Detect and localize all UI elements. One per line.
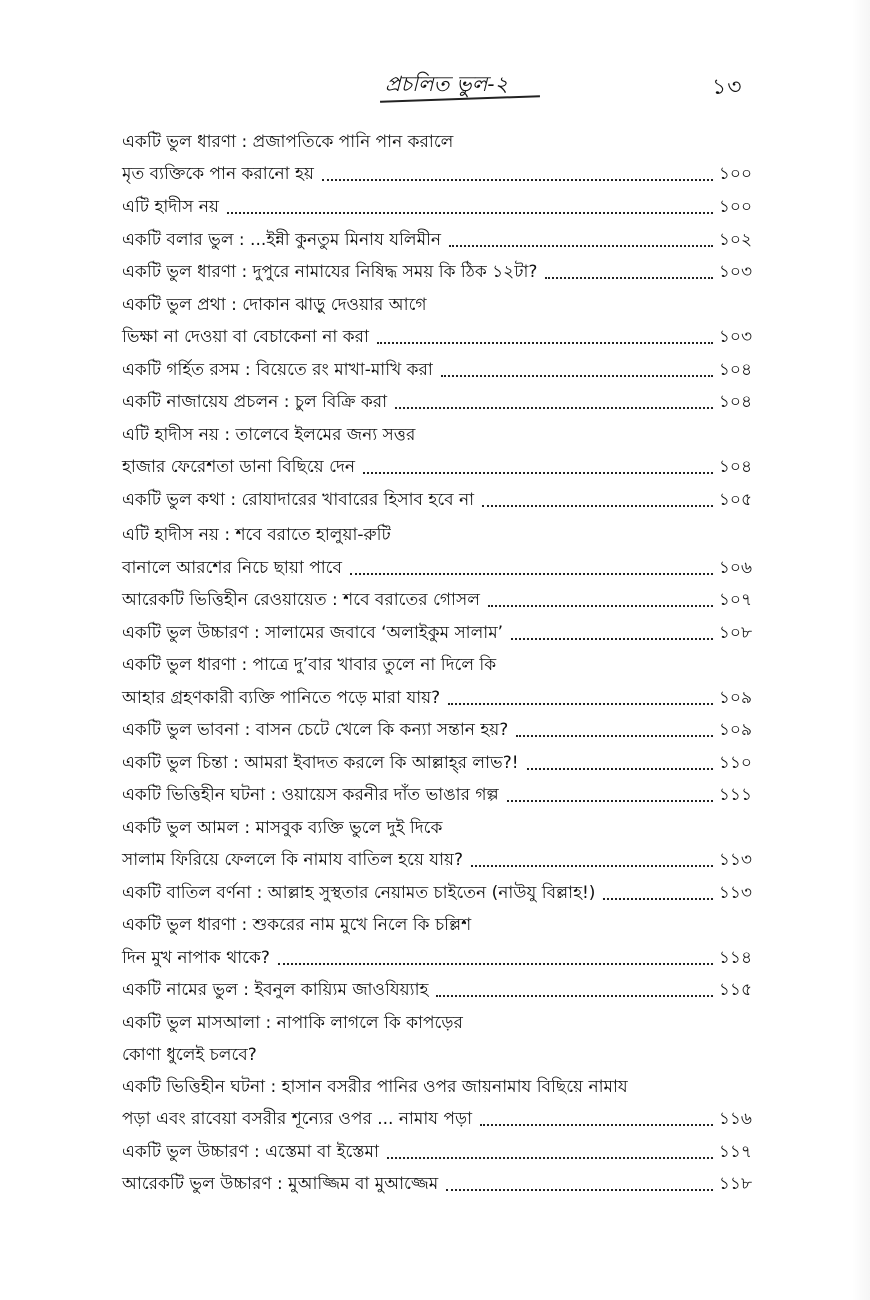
dot-leader xyxy=(527,767,713,770)
toc-entry-text: কোণা ধুলেই চলবে? xyxy=(122,1045,257,1065)
toc-entry xyxy=(122,123,752,153)
toc-entry xyxy=(122,614,752,644)
toc-entry-text: একটি ভিত্তিহীন ঘটনা : ওয়ায়েস করনীর দাঁত ভাঙার গল্প xyxy=(122,785,499,805)
dot-leader xyxy=(488,604,713,607)
toc-entry xyxy=(122,221,752,251)
page-edge-shadow xyxy=(852,0,870,1300)
toc-entry-text: এটি হাদীস নয় xyxy=(122,197,219,217)
toc-entry xyxy=(122,906,752,936)
toc-entry-text: একটি ভুল ভাবনা : বাসন চেটে খেলে কি কন্যা সন্তান হয়? xyxy=(122,720,509,740)
toc-entry xyxy=(122,939,752,969)
toc-entry-page: ১০০ xyxy=(718,164,752,184)
toc-entry-text: এটি হাদীস নয় : শবে বরাতে হালুয়া-রুটি xyxy=(122,525,391,545)
toc-entry-page: ১০৫ xyxy=(718,490,752,510)
toc-entry xyxy=(122,711,752,741)
toc-entry xyxy=(122,1133,752,1163)
dot-leader xyxy=(448,702,713,705)
dot-leader xyxy=(436,994,712,997)
toc-entry-page: ১১৮ xyxy=(718,1174,752,1194)
toc-entry-text: একটি বলার ভুল : ...ইন্নী কুনতুম মিনায যলিমীন xyxy=(122,230,442,250)
toc-entry xyxy=(122,809,752,839)
page-number: ১৩ xyxy=(712,75,743,100)
toc-entry-text: একটি ভুল ধারণা : শুকরের নাম মুখে নিলে কি চল্লিশ xyxy=(122,915,472,935)
toc-entry-page: ১০৯ xyxy=(718,720,752,740)
toc-entry xyxy=(122,549,752,579)
toc-entry-page: ১০৭ xyxy=(718,590,752,610)
toc-entry-text: একটি ভুল প্রথা : দোকান ঝাড়ু দেওয়ার আগে xyxy=(122,295,427,315)
toc-entry xyxy=(122,318,752,348)
toc-entry-page: ১০৪ xyxy=(718,457,752,477)
toc-entry-page: ১১৭ xyxy=(718,1142,752,1162)
dot-leader xyxy=(449,244,713,247)
dot-leader xyxy=(441,374,713,377)
toc-entry-text: সালাম ফিরিয়ে ফেললে কি নামায বাতিল হয়ে যায়? xyxy=(122,850,464,870)
toc-entry-text: ভিক্ষা না দেওয়া বা বেচাকেনা না করা xyxy=(122,327,369,347)
toc-entry xyxy=(122,155,752,185)
toc-entry xyxy=(122,744,752,774)
toc-entry-text: একটি বাতিল বর্ণনা : আল্লাহ সুস্থতার নেয়ামত চাইতেন (নাউযু বিল্লাহ!) xyxy=(122,883,596,903)
dot-leader xyxy=(377,341,713,344)
toc-entry-text: একটি নাজায়েয প্রচলন : চুল বিক্রি করা xyxy=(122,392,388,412)
toc-entry-text: একটি ভুল মাসআলা : নাপাকি লাগলে কি কাপড়ের xyxy=(122,1013,463,1033)
dot-leader xyxy=(350,572,713,575)
toc-entry-page: ১০০ xyxy=(718,197,752,217)
toc-entry-text: আরেকটি ভিত্তিহীন রেওয়ায়েত : শবে বরাতের গোসল xyxy=(122,590,480,610)
dot-leader xyxy=(603,897,712,900)
toc-entry-page: ১০৮ xyxy=(718,623,752,643)
toc-entry-page: ১০৩ xyxy=(718,327,752,347)
dot-leader xyxy=(278,962,713,965)
toc-entry-text: এটি হাদীস নয় : তালেবে ইলমের জন্য সত্তর xyxy=(122,425,416,445)
dot-leader xyxy=(322,178,713,181)
toc-entry xyxy=(122,188,752,218)
toc-entry-page: ১১৩ xyxy=(718,883,752,903)
toc-entry xyxy=(122,679,752,709)
toc-entry-text: একটি ভুল উচ্চারণ : সালামের জবাবে ‘অলাইকুম সালাম’ xyxy=(122,623,504,643)
toc-entry-text: একটি ভুল আমল : মাসবুক ব্যক্তি ভুলে দুই দিকে xyxy=(122,818,443,838)
toc-entry xyxy=(122,776,752,806)
toc-entry xyxy=(122,1068,752,1098)
dot-leader xyxy=(387,1156,713,1159)
dot-leader xyxy=(511,637,713,640)
dot-leader xyxy=(507,799,713,802)
dot-leader xyxy=(446,1188,713,1191)
toc-entry-page: ১১০ xyxy=(718,753,752,773)
toc-entry xyxy=(122,841,752,871)
toc-entry xyxy=(122,351,752,381)
toc-entry-text: একটি গর্হিত রসম : বিয়েতে রং মাখা-মাখি করা xyxy=(122,360,433,380)
toc-entry-text: আরেকটি ভুল উচ্চারণ : মুআজ্জিম বা মুআজ্জেম xyxy=(122,1174,439,1194)
toc-entry-text: মৃত ব্যক্তিকে পান করানো হয় xyxy=(122,164,314,184)
toc-entry xyxy=(122,1004,752,1034)
toc-entry-text: একটি নামের ভুল : ইবনুল কায়্যিম জাওযিয়্যাহ xyxy=(122,980,429,1000)
toc-entry-page: ১০৩ xyxy=(718,262,752,282)
toc-entry xyxy=(122,1165,752,1195)
dot-leader xyxy=(516,734,713,737)
toc-entry-text: আহার গ্রহণকারী ব্যক্তি পানিতে পড়ে মারা যায়? xyxy=(122,688,441,708)
toc-entry xyxy=(122,516,752,546)
dot-leader xyxy=(482,504,713,507)
toc-entry xyxy=(122,481,752,511)
toc-entry-text: পড়া এবং রাবেয়া বসরীর শূন্যের ওপর ... নামায পড়া xyxy=(122,1109,473,1129)
toc-entry-page: ১১৪ xyxy=(718,948,752,968)
dot-leader xyxy=(227,211,713,214)
toc-entry-text: একটি ভুল ধারণা : পাত্রে দু’বার খাবার তুলে না দিলে কি xyxy=(122,655,497,675)
dot-leader xyxy=(363,471,713,474)
toc-entry-text: বানালে আরশের নিচে ছায়া পাবে xyxy=(122,558,342,578)
toc-entry-text: দিন মুখ নাপাক থাকে? xyxy=(122,948,270,968)
dot-leader xyxy=(545,276,712,279)
toc-entry xyxy=(122,286,752,316)
toc-entry-page: ১১৫ xyxy=(718,980,752,1000)
toc-entry-text: একটি ভুল উচ্চারণ : এস্তেমা বা ইস্তেমা xyxy=(122,1142,379,1162)
toc-entry-page: ১০৪ xyxy=(718,360,752,380)
toc-entry xyxy=(122,581,752,611)
toc-entry-page: ১০৯ xyxy=(718,688,752,708)
toc-entry xyxy=(122,383,752,413)
toc-entry-page: ১১১ xyxy=(718,785,752,805)
toc-entry xyxy=(122,971,752,1001)
toc-entry xyxy=(122,874,752,904)
toc-entry-page: ১০২ xyxy=(718,230,752,250)
toc-entry-text: একটি ভিত্তিহীন ঘটনা : হাসান বসরীর পানির ওপর জায়নামায বিছিয়ে নামায xyxy=(122,1077,628,1097)
toc-entry xyxy=(122,416,752,446)
toc-entry-page: ১০৬ xyxy=(718,558,752,578)
toc-entry-page: ১০৪ xyxy=(718,392,752,412)
toc-entry-text: একটি ভুল চিন্তা : আমরা ইবাদত করলে কি আল্লাহ্‌র লাভ?! xyxy=(122,753,519,773)
toc-entry-text: একটি ভুল ধারণা : দুপুরে নামাযের নিষিদ্ধ সময় কি ঠিক ১২টা? xyxy=(122,262,538,282)
toc-entry-page: ১১৬ xyxy=(718,1109,752,1129)
dot-leader xyxy=(471,864,713,867)
toc-entry-text: হাজার ফেরেশতা ডানা বিছিয়ে দেন xyxy=(122,457,356,477)
toc-entry-text: একটি ভুল কথা : রোযাদারের খাবারের হিসাব হবে না xyxy=(122,490,475,510)
toc-entry xyxy=(122,1100,752,1130)
dot-leader xyxy=(480,1123,713,1126)
toc-entry-text: একটি ভুল ধারণা : প্রজাপতিকে পানি পান করালে xyxy=(122,132,454,152)
toc-entry xyxy=(122,646,752,676)
toc-entry xyxy=(122,448,752,478)
dot-leader xyxy=(395,406,713,409)
toc-entry xyxy=(122,253,752,283)
toc-entry-page: ১১৩ xyxy=(718,850,752,870)
running-title: প্রচলিত ভুল-২ xyxy=(385,72,509,96)
toc-entry xyxy=(122,1036,752,1066)
